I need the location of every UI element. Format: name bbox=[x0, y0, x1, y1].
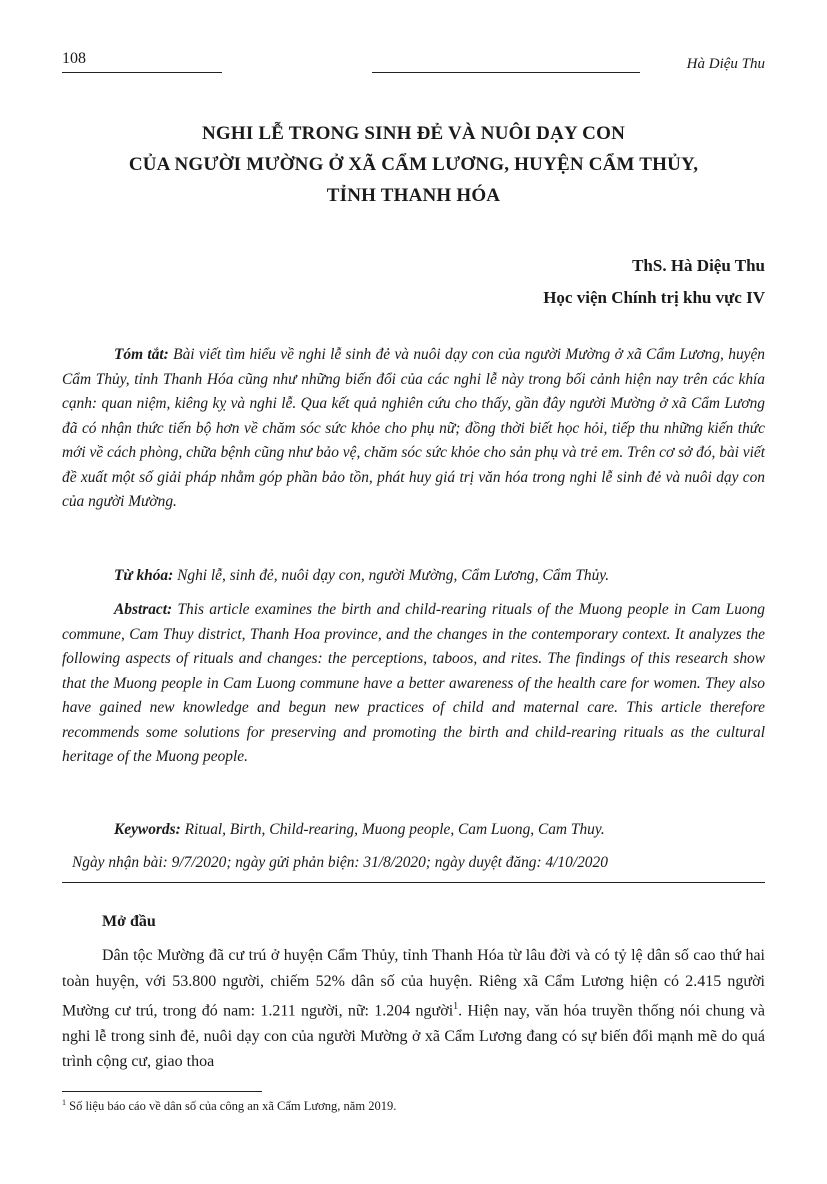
abstract-en-text: This article examines the birth and child-rearing rituals of the Muong people in Cam Luong commune, Cam Thuy district, Thanh Hoa province, and the changes in the contemporary context. It analyzes the following aspects of rituals and changes: the perceptions, taboos, and rites. The findings of this research show that the Muong people in Cam Luong commune have a better awareness of the health care for women. They also have gained new knowledge and begun new practices of child and maternal care. This article therefore recommends some solutions for preserving and promoting the birth and child-rearing rituals as the cultural heritage of the Muong people. bbox=[62, 601, 765, 765]
footnote-marker: 1 bbox=[62, 1098, 66, 1107]
submission-dates: Ngày nhận bài: 9/7/2020; ngày gửi phản biện: 31/8/2020; ngày duyệt đăng: 4/10/2020 bbox=[72, 854, 608, 871]
header-rule-middle bbox=[372, 72, 640, 73]
title-line-1: NGHI LỄ TRONG SINH ĐẺ VÀ NUÔI DẠY CON bbox=[202, 123, 625, 144]
author-name: ThS. Hà Diệu Thu bbox=[632, 256, 765, 275]
footnote-text: Số liệu báo cáo về dân số của công an xã Cẩm Lương, năm 2019. bbox=[69, 1099, 397, 1114]
abstract-vi-label: Tóm tắt: bbox=[114, 346, 169, 363]
article-title bbox=[62, 118, 765, 211]
author-block bbox=[543, 250, 765, 314]
abstract-vi-text: Bài viết tìm hiểu về nghi lễ sinh đẻ và nuôi dạy con của người Mường ở xã Cẩm Lương, huyện Cẩm Thủy, tỉnh Thanh Hóa cũng như những biến đổi của các nghi lễ này trong bối cảnh hiện nay trên các khía cạnh: quan niệm, kiêng kỵ và nghi lễ. Qua kết quả nghiên cứu cho thấy, gần đây người Mường ở xã Cẩm Lương đã có nhận thức tiến bộ hơn về chăm sóc sức khỏe cho phụ nữ; đồng thời biết học hỏi, tiếp thu những kiến thức mới về cách phòng, chữa bệnh cũng như bảo vệ, chăm sóc sức khỏe cho sản phụ và trẻ em. Trên cơ sở đó, bài viết đề xuất một số giải pháp nhằm góp phần bảo tồn, phát huy giá trị văn hóa trong nghi lễ sinh đẻ và nuôi dạy con của người Mường. bbox=[62, 346, 765, 510]
keywords-en-label: Keywords: bbox=[114, 821, 181, 838]
header-rule-left bbox=[62, 72, 222, 73]
page-number: 108 bbox=[62, 50, 86, 67]
abstract-english bbox=[62, 598, 765, 770]
keywords-en-text: Ritual, Birth, Child-rearing, Muong people, Cam Luong, Cam Thuy. bbox=[184, 821, 605, 838]
keywords-vietnamese bbox=[62, 564, 765, 589]
keywords-vi-text: Nghi lễ, sinh đẻ, nuôi dạy con, người Mường, Cẩm Lương, Cẩm Thủy. bbox=[177, 567, 610, 584]
abstract-en-label: Abstract: bbox=[114, 601, 173, 618]
footnote-reference: 1 bbox=[453, 1001, 459, 1012]
keywords-english bbox=[62, 818, 765, 843]
title-line-3: TỈNH THANH HÓA bbox=[326, 185, 501, 206]
body-paragraph bbox=[62, 943, 765, 1075]
running-author: Hà Diệu Thu bbox=[686, 56, 765, 72]
keywords-vi-label: Từ khóa: bbox=[114, 567, 174, 584]
paragraph-main: Dân tộc Mường đã cư trú ở huyện Cẩm Thủy, tỉnh Thanh Hóa từ lâu đời và có tỷ lệ dân số cao thứ hai toàn huyện, với 53.800 người, chiếm 52% dân số của huyện. Riêng xã Cẩm Lương hiện có 2.415 người Mường cư trú, trong đó nam: 1.211 người, nữ: 1.204 người bbox=[62, 947, 765, 1020]
title-line-2: CỦA NGƯỜI MƯỜNG Ở XÃ CẨM LƯƠNG, HUYỆN CẨM THỦY, bbox=[128, 154, 699, 175]
abstract-vietnamese bbox=[62, 343, 765, 515]
abstract-divider bbox=[62, 882, 765, 883]
section-heading: Mở đầu bbox=[102, 913, 156, 930]
footnote bbox=[62, 1098, 396, 1114]
author-affiliation: Học viện Chính trị khu vực IV bbox=[543, 288, 765, 307]
footnote-rule bbox=[62, 1091, 262, 1092]
paragraph-rest: . Hiện nay, văn hóa truyền thống nói chung và nghi lễ trong sinh đẻ, nuôi dạy con của người Mường ở xã Cẩm Lương đang có sự biến đổi mạnh mẽ do quá trình cộng cư, giao thoa bbox=[62, 1002, 765, 1071]
